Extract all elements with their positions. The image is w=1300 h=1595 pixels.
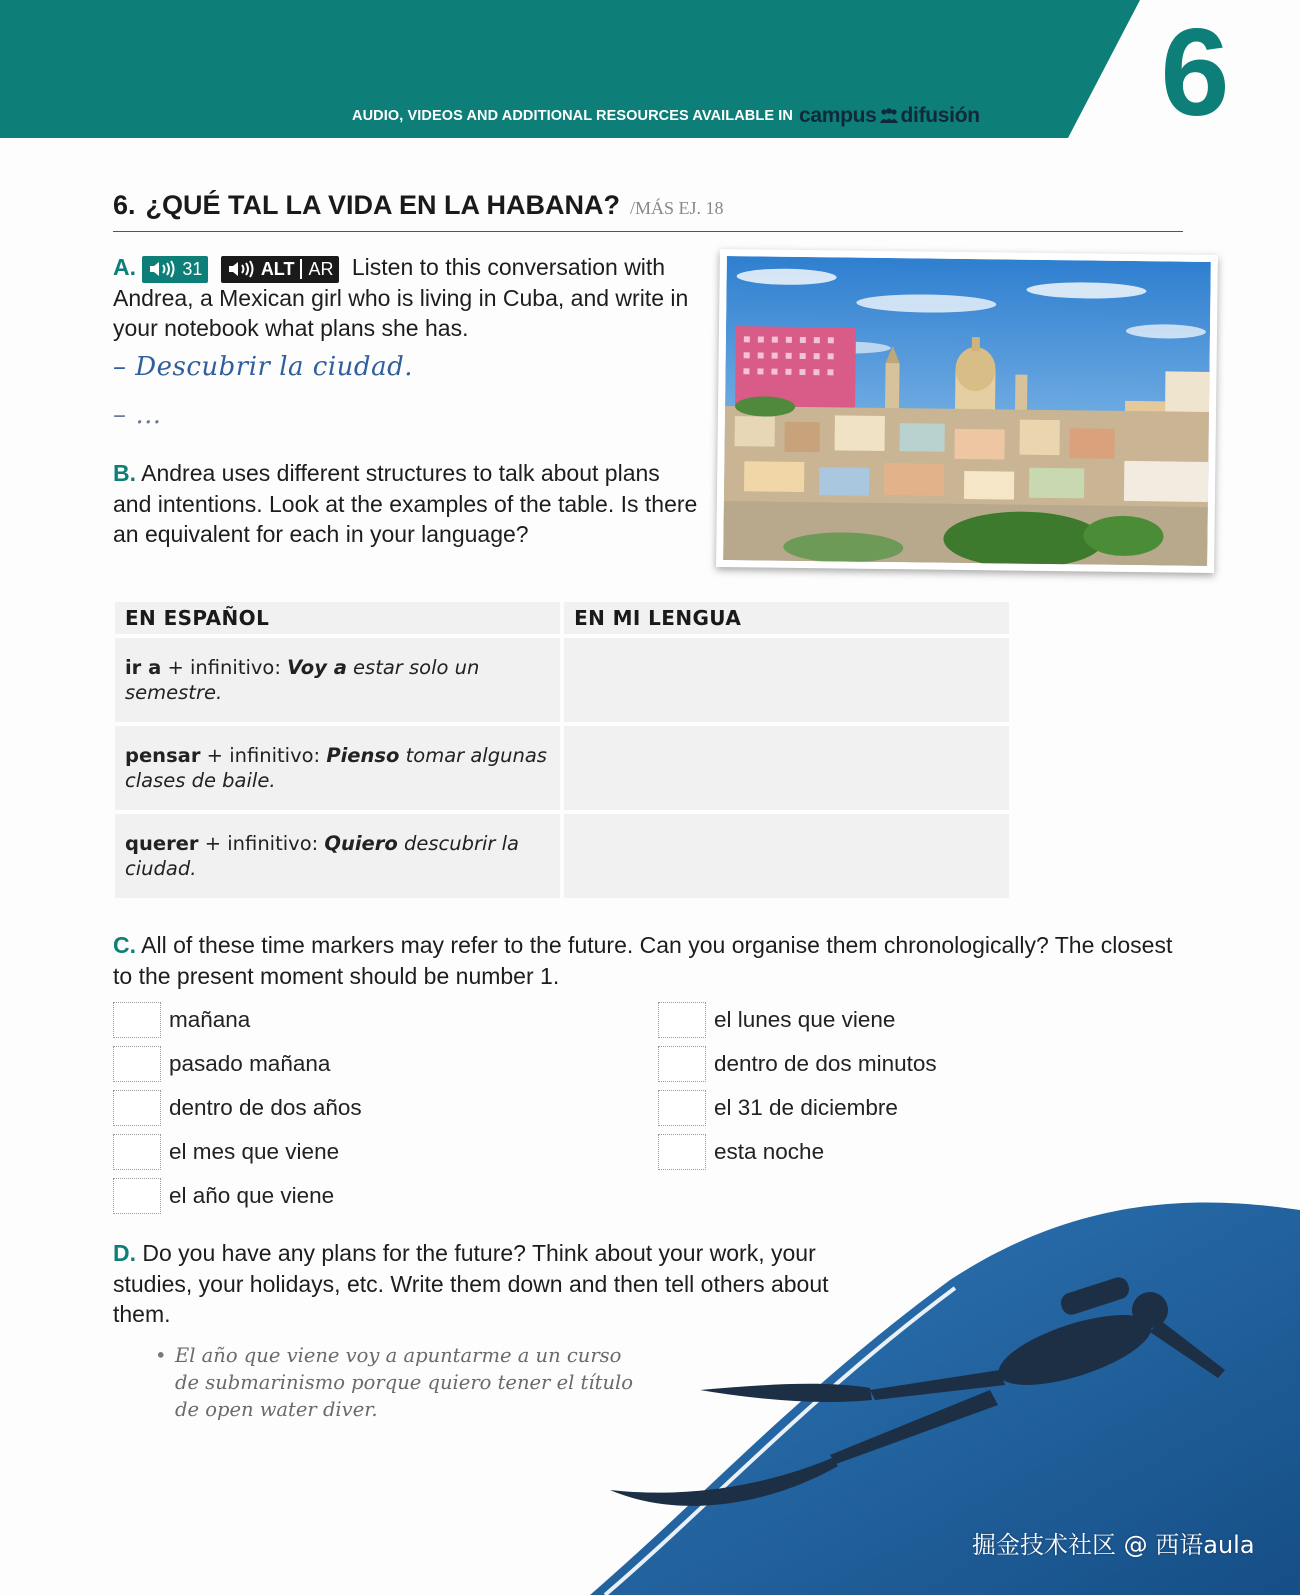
audio-track-number: 31 bbox=[182, 258, 203, 279]
part-a-text: Listen to this conversation with Andrea, a Mexican girl who is living in Cuba, and write in your notebook what plans she has. bbox=[113, 254, 689, 341]
table-row bbox=[115, 638, 1009, 722]
spanish-example-cell bbox=[115, 726, 560, 810]
time-marker-label: esta noche bbox=[714, 1139, 825, 1164]
example-verb: Voy a bbox=[287, 656, 347, 679]
time-markers-left bbox=[113, 998, 362, 1218]
time-marker-label: el año que viene bbox=[169, 1183, 335, 1208]
handwritten-answer: – Descubrir la ciudad. bbox=[113, 352, 413, 382]
table-row bbox=[115, 726, 1009, 810]
time-marker-label: dentro de dos minutos bbox=[714, 1051, 937, 1076]
speaker-icon bbox=[148, 260, 178, 278]
time-marker bbox=[113, 1130, 362, 1174]
order-box[interactable] bbox=[113, 1002, 161, 1038]
structures-table bbox=[111, 598, 1013, 902]
unit-number: 6 bbox=[1160, 4, 1230, 142]
ar-label: AR bbox=[308, 258, 334, 279]
spanish-example-cell bbox=[115, 638, 560, 722]
people-icon bbox=[879, 108, 899, 124]
havana-photo bbox=[716, 249, 1218, 573]
order-box[interactable] bbox=[658, 1090, 706, 1126]
part-d bbox=[113, 1238, 853, 1330]
time-marker bbox=[658, 1086, 937, 1130]
connector: + infinitivo: bbox=[200, 744, 327, 767]
table-row bbox=[115, 814, 1009, 898]
example-verb: Pienso bbox=[326, 744, 400, 767]
order-box[interactable] bbox=[113, 1090, 161, 1126]
my-language-cell[interactable] bbox=[564, 638, 1009, 722]
time-marker bbox=[658, 1042, 937, 1086]
part-a-letter: A. bbox=[113, 254, 136, 280]
badge-divider bbox=[300, 259, 302, 279]
example-answer bbox=[155, 1342, 645, 1423]
order-box[interactable] bbox=[113, 1134, 161, 1170]
part-c bbox=[113, 930, 1193, 991]
part-b-text: Andrea uses different structures to talk about plans and intentions. Look at the examples of the table. Is there an equivalent for each in your language? bbox=[113, 460, 698, 547]
table-header-spanish: EN ESPAÑOL bbox=[115, 602, 560, 634]
time-marker-label: el 31 de diciembre bbox=[714, 1095, 898, 1120]
part-d-text: Do you have any plans for the future? Think about your work, your studies, your holidays, etc. Write them down and then tell others about them. bbox=[113, 1240, 829, 1327]
order-box[interactable] bbox=[658, 1002, 706, 1038]
section-title: ¿QUÉ TAL LA VIDA EN LA HABANA? bbox=[145, 190, 621, 220]
resources-text: AUDIO, VIDEOS AND ADDITIONAL RESOURCES AVAILABLE IN bbox=[352, 108, 793, 124]
order-box[interactable] bbox=[658, 1134, 706, 1170]
audio-track-button[interactable] bbox=[142, 256, 208, 283]
spanish-example-cell bbox=[115, 814, 560, 898]
alt-audio-button[interactable] bbox=[221, 256, 340, 283]
example-rest: tomar algunas clases de baile. bbox=[125, 744, 547, 792]
watermark: 掘金技术社区 @ 西语aula bbox=[972, 1531, 1255, 1559]
order-box[interactable] bbox=[658, 1046, 706, 1082]
time-marker-label: pasado mañana bbox=[169, 1051, 331, 1076]
verb-structure: querer bbox=[125, 832, 199, 855]
part-d-letter: D. bbox=[113, 1240, 136, 1266]
part-b bbox=[113, 458, 703, 550]
time-marker-label: mañana bbox=[169, 1007, 251, 1032]
time-marker bbox=[113, 998, 362, 1042]
campus-difusion-logo[interactable] bbox=[799, 104, 980, 128]
my-language-cell[interactable] bbox=[564, 814, 1009, 898]
time-marker-label: el lunes que viene bbox=[714, 1007, 896, 1032]
brand-campus: campus bbox=[798, 104, 877, 127]
section-heading bbox=[113, 190, 1183, 232]
example-rest: descubrir la ciudad. bbox=[125, 832, 520, 880]
part-b-letter: B. bbox=[113, 460, 136, 486]
part-a bbox=[113, 252, 713, 344]
time-marker bbox=[113, 1042, 362, 1086]
havana-cityscape-image bbox=[723, 256, 1211, 566]
part-c-text: All of these time markers may refer to the future. Can you organise them chronologically? The closest to the present moment should be number 1. bbox=[113, 932, 1173, 989]
example-rest: estar solo un semestre. bbox=[125, 656, 480, 704]
part-c-letter: C. bbox=[113, 932, 136, 958]
connector: + infinitivo: bbox=[161, 656, 288, 679]
connector: + infinitivo: bbox=[198, 832, 325, 855]
table-header-my-language: EN MI LENGUA bbox=[564, 602, 1009, 634]
time-marker bbox=[113, 1086, 362, 1130]
order-box[interactable] bbox=[113, 1046, 161, 1082]
my-language-cell[interactable] bbox=[564, 726, 1009, 810]
time-marker bbox=[658, 1130, 937, 1174]
example-verb: Quiero bbox=[324, 832, 398, 855]
section-number: 6. bbox=[113, 190, 136, 220]
time-marker bbox=[658, 998, 937, 1042]
bullet-icon: • bbox=[155, 1344, 167, 1367]
alt-label: ALT bbox=[260, 258, 295, 279]
time-markers-right bbox=[658, 998, 937, 1174]
handwritten-continuation: – … bbox=[113, 400, 162, 430]
brand-difusion: difusión bbox=[900, 104, 980, 127]
verb-structure: ir a bbox=[125, 656, 162, 679]
time-marker-label: dentro de dos años bbox=[169, 1095, 362, 1120]
exercise-reference: /MÁS EJ. 18 bbox=[630, 198, 724, 218]
speaker-icon bbox=[227, 260, 257, 278]
example-text: El año que viene voy a apuntarme a un curso de submarinismo porque quiero tener el título de open water diver. bbox=[175, 1344, 633, 1421]
resources-banner bbox=[352, 103, 980, 129]
time-marker-label: el mes que viene bbox=[169, 1139, 340, 1164]
verb-structure: pensar bbox=[125, 744, 201, 767]
